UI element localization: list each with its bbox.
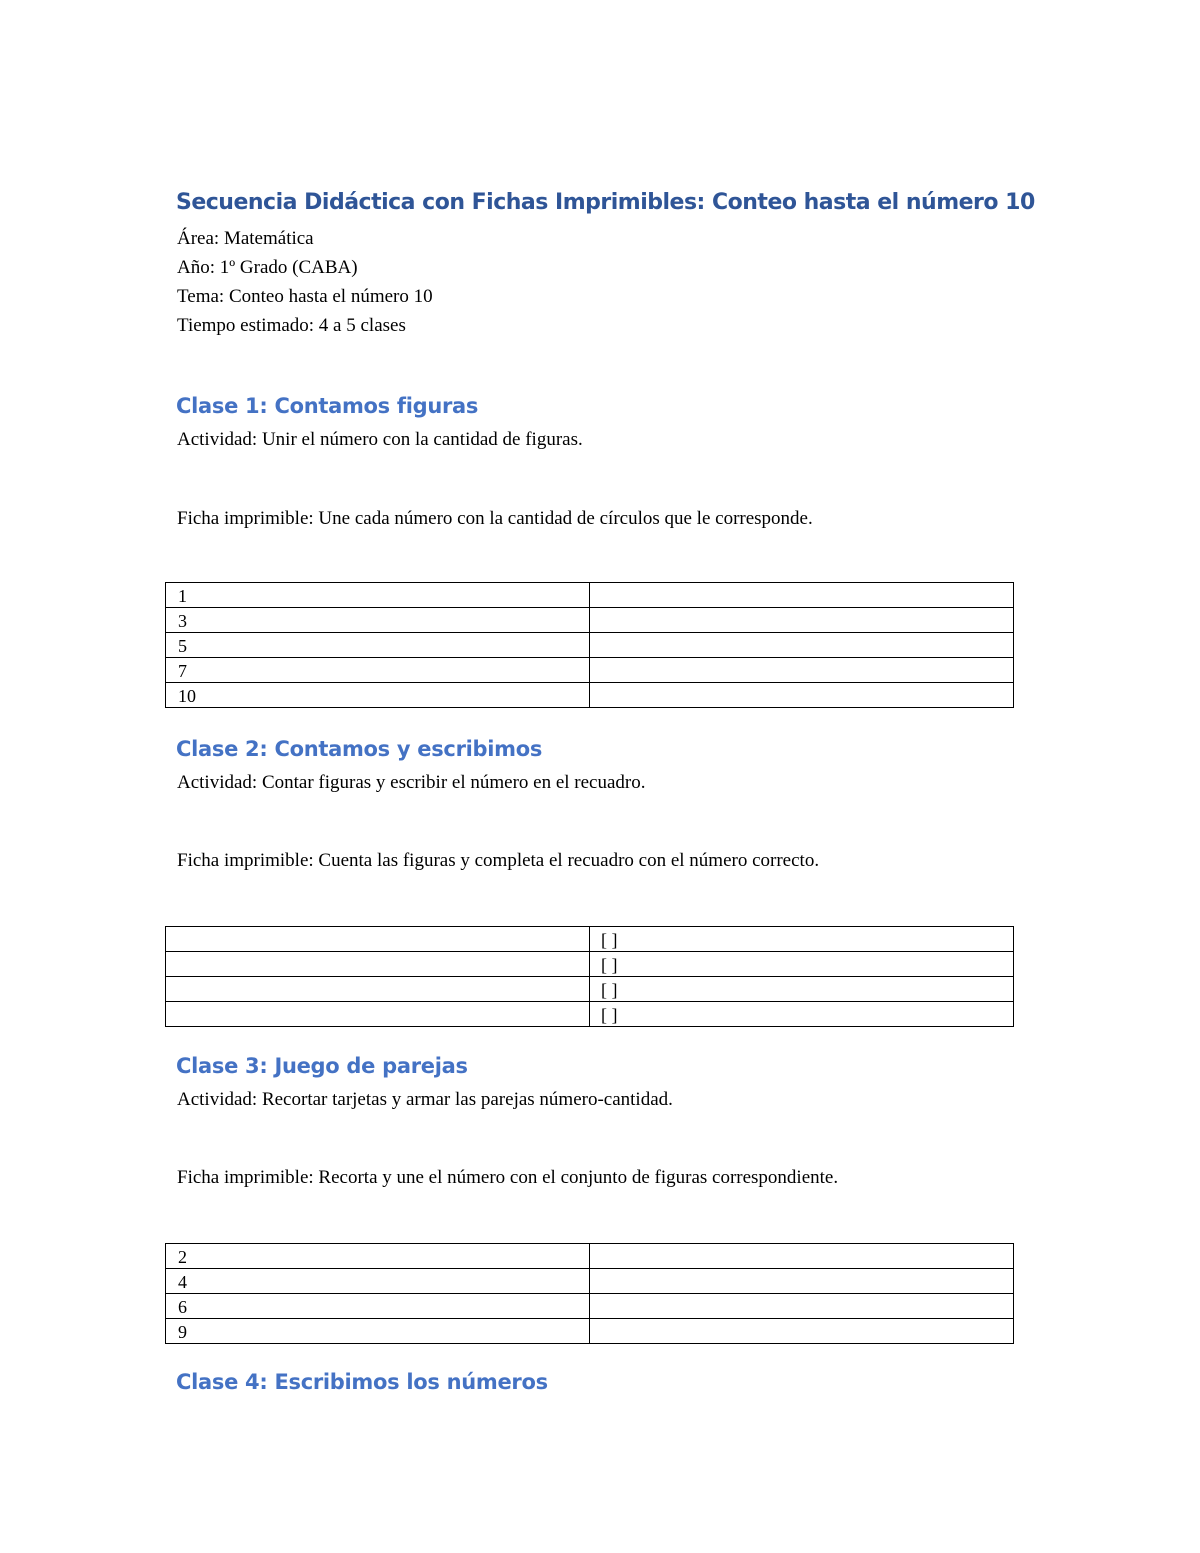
table-row bbox=[166, 608, 1014, 633]
table-cell bbox=[590, 1319, 1014, 1344]
clase-1-actividad: Actividad: Unir el número con la cantidad de figuras. bbox=[177, 429, 583, 450]
table-cell bbox=[166, 977, 590, 1002]
table-cell: 7 bbox=[166, 658, 590, 683]
table-row bbox=[166, 583, 1014, 608]
clase-2-table bbox=[165, 926, 1014, 1027]
meta-area: Área: Matemática bbox=[177, 228, 314, 249]
table-row bbox=[166, 1269, 1014, 1294]
document-title: Secuencia Didáctica con Fichas Imprimibles: Conteo hasta el número 10 bbox=[176, 190, 1035, 215]
table-cell: 3 bbox=[166, 608, 590, 633]
table-cell bbox=[590, 633, 1014, 658]
clase-4-heading: Clase 4: Escribimos los números bbox=[176, 1370, 548, 1394]
clase-1-ficha: Ficha imprimible: Une cada número con la cantidad de círculos que le corresponde. bbox=[177, 508, 813, 529]
table-row bbox=[166, 927, 1014, 952]
table-cell bbox=[590, 608, 1014, 633]
clase-3-ficha: Ficha imprimible: Recorta y une el número con el conjunto de figuras correspondiente. bbox=[177, 1167, 839, 1188]
table-row bbox=[166, 1319, 1014, 1344]
table-cell bbox=[590, 1269, 1014, 1294]
table-cell bbox=[590, 1244, 1014, 1269]
table-row bbox=[166, 977, 1014, 1002]
table-row bbox=[166, 1294, 1014, 1319]
clase-3-table bbox=[165, 1243, 1014, 1344]
table-cell: 5 bbox=[166, 633, 590, 658]
table-row bbox=[166, 1244, 1014, 1269]
table-cell bbox=[166, 927, 590, 952]
clase-2-heading: Clase 2: Contamos y escribimos bbox=[176, 737, 543, 761]
clase-2-actividad: Actividad: Contar figuras y escribir el número en el recuadro. bbox=[177, 772, 646, 793]
table-cell: 1 bbox=[166, 583, 590, 608]
table-cell: 9 bbox=[166, 1319, 590, 1344]
table-cell bbox=[590, 658, 1014, 683]
answer-box: [ ] bbox=[590, 927, 1014, 952]
table-cell: 10 bbox=[166, 683, 590, 708]
clase-3-heading: Clase 3: Juego de parejas bbox=[176, 1054, 468, 1078]
table-cell bbox=[590, 683, 1014, 708]
table-row bbox=[166, 658, 1014, 683]
clase-2-ficha: Ficha imprimible: Cuenta las figuras y completa el recuadro con el número correcto. bbox=[177, 850, 820, 871]
table-cell: 2 bbox=[166, 1244, 590, 1269]
answer-box: [ ] bbox=[590, 952, 1014, 977]
table-cell bbox=[590, 583, 1014, 608]
answer-box: [ ] bbox=[590, 1002, 1014, 1027]
table-row bbox=[166, 952, 1014, 977]
table-row bbox=[166, 683, 1014, 708]
meta-anio: Año: 1º Grado (CABA) bbox=[177, 257, 358, 278]
table-cell bbox=[166, 1002, 590, 1027]
table-row bbox=[166, 633, 1014, 658]
table-cell bbox=[166, 952, 590, 977]
meta-tema: Tema: Conteo hasta el número 10 bbox=[177, 286, 433, 307]
clase-1-heading: Clase 1: Contamos figuras bbox=[176, 394, 479, 418]
table-cell bbox=[590, 1294, 1014, 1319]
clase-1-table bbox=[165, 582, 1014, 708]
table-cell: 4 bbox=[166, 1269, 590, 1294]
table-row bbox=[166, 1002, 1014, 1027]
table-cell: 6 bbox=[166, 1294, 590, 1319]
meta-tiempo: Tiempo estimado: 4 a 5 clases bbox=[177, 315, 406, 336]
clase-3-actividad: Actividad: Recortar tarjetas y armar las parejas número-cantidad. bbox=[177, 1089, 673, 1110]
answer-box: [ ] bbox=[590, 977, 1014, 1002]
